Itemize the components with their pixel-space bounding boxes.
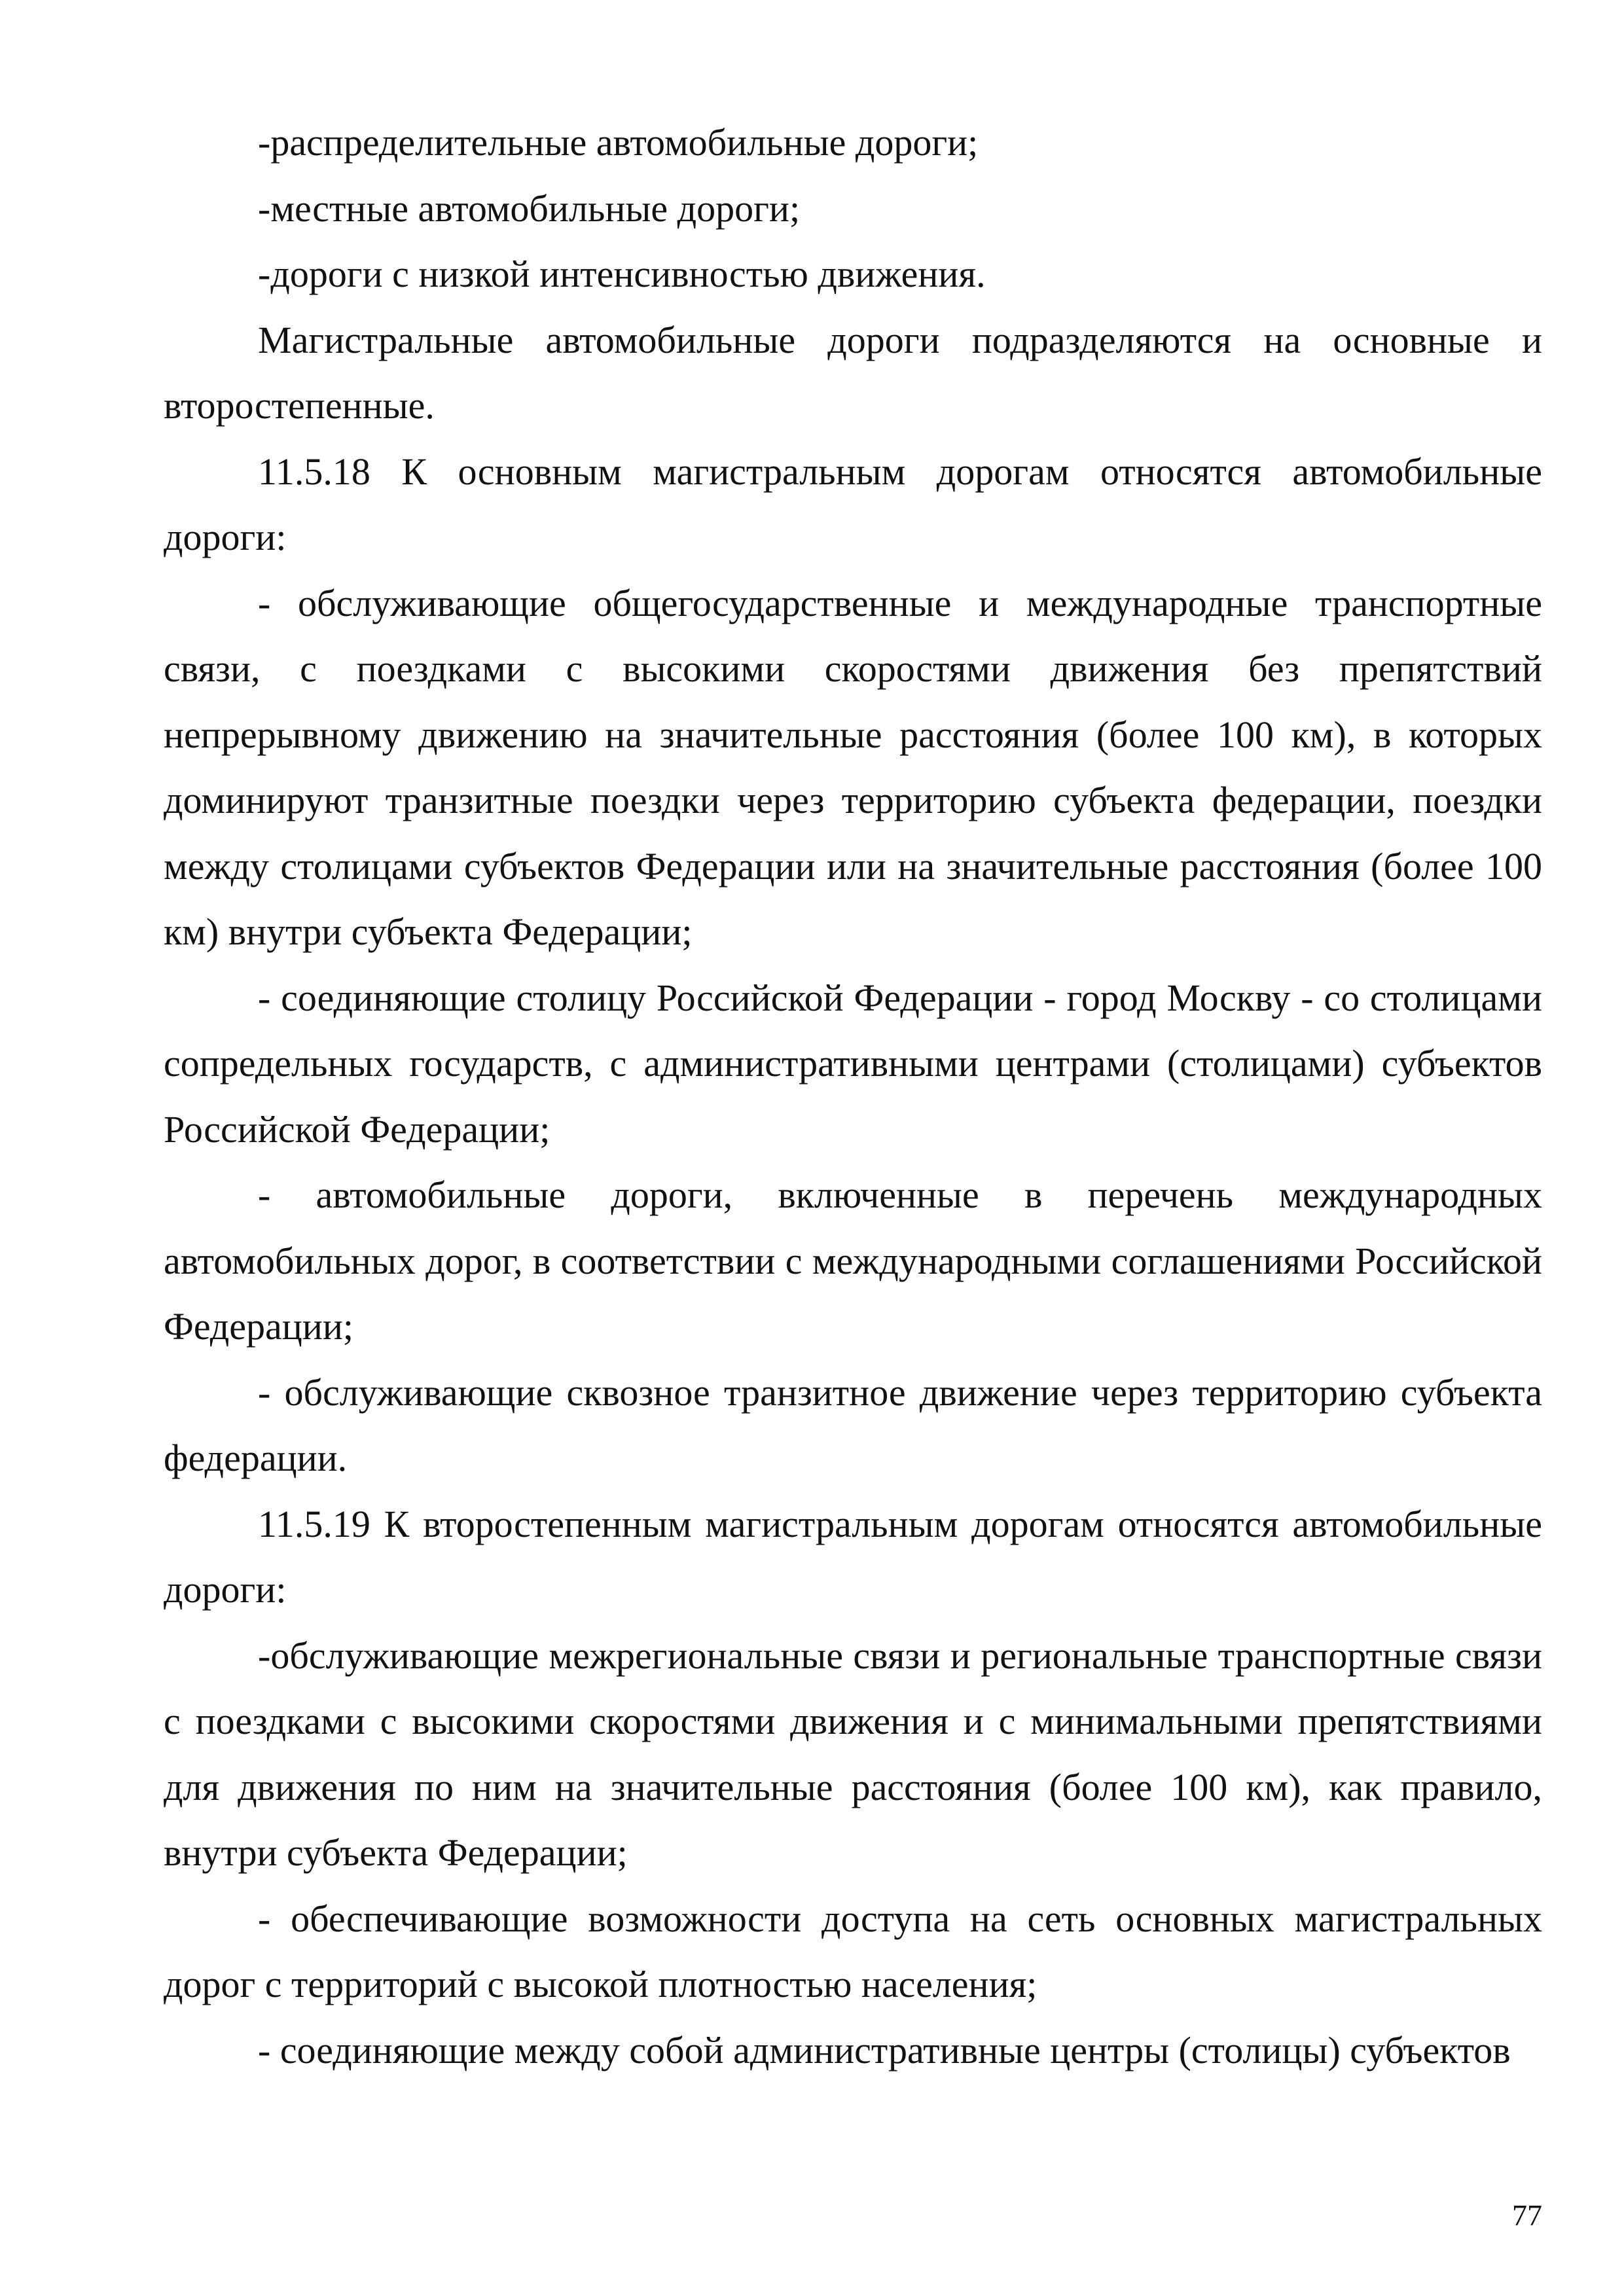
- list-item-network-access: - обеспечивающие возможности доступа на сеть основных магистральных дорог с территорий с высокой плотностью населения;: [164, 1897, 1542, 2005]
- list-item-low-intensity-roads: -дороги с низкой интенсивностью движения.: [258, 253, 986, 295]
- list-item-admin-centers-connection: - соединяющие между собой административные центры (столицы) субъектов: [258, 2028, 1511, 2072]
- list-item-interregional-links: -обслуживающие межрегиональные связи и региональные транспортные связи с поездками с высокими скоростями движения и с минимальными препятствиями для движения по ним на значительные расстояния (более 100 км), как правило, внутри субъекта Федерации;: [164, 1634, 1542, 1874]
- body-text: [164, 110, 1542, 2083]
- list-item-moscow-connections: - соединяющие столицу Российской Федерации - город Москву - со столицами сопредельных государств, с административными центрами (столицами) субъектов Российской Федерации;: [164, 976, 1542, 1151]
- list-item-distribution-roads: -распределительные автомобильные дороги;: [258, 121, 979, 164]
- section-11-5-19: 11.5.19 К второстепенным магистральным дорогам относятся автомобильные дороги:: [164, 1502, 1542, 1611]
- paragraph-main-roads-division: Магистральные автомобильные дороги подразделяются на основные и второстепенные.: [164, 318, 1542, 427]
- section-11-5-18: 11.5.18 К основным магистральным дорогам относятся автомобильные дороги:: [164, 450, 1542, 558]
- list-item-state-international-links: - обслуживающие общегосударственные и международные транспортные связи, с поездками с высокими скоростями движения без препятствий непрерывному движению на значительные расстояния (более 100 км), в которых доминируют транзитные поездки через территорию субъекта федерации, поездки между столицами субъектов Федерации или на значительные расстояния (более 100 км) внутри субъекта Федерации;: [164, 581, 1542, 953]
- list-item-through-transit: - обслуживающие сквозное транзитное движение через территорию субъекта федерации.: [164, 1371, 1542, 1479]
- list-item-international-roads: - автомобильные дороги, включенные в перечень международных автомобильных дорог, в соответствии с международными соглашениями Российской Федерации;: [164, 1174, 1542, 1348]
- list-item-local-roads: -местные автомобильные дороги;: [258, 187, 801, 230]
- page-number: 77: [1512, 2198, 1542, 2232]
